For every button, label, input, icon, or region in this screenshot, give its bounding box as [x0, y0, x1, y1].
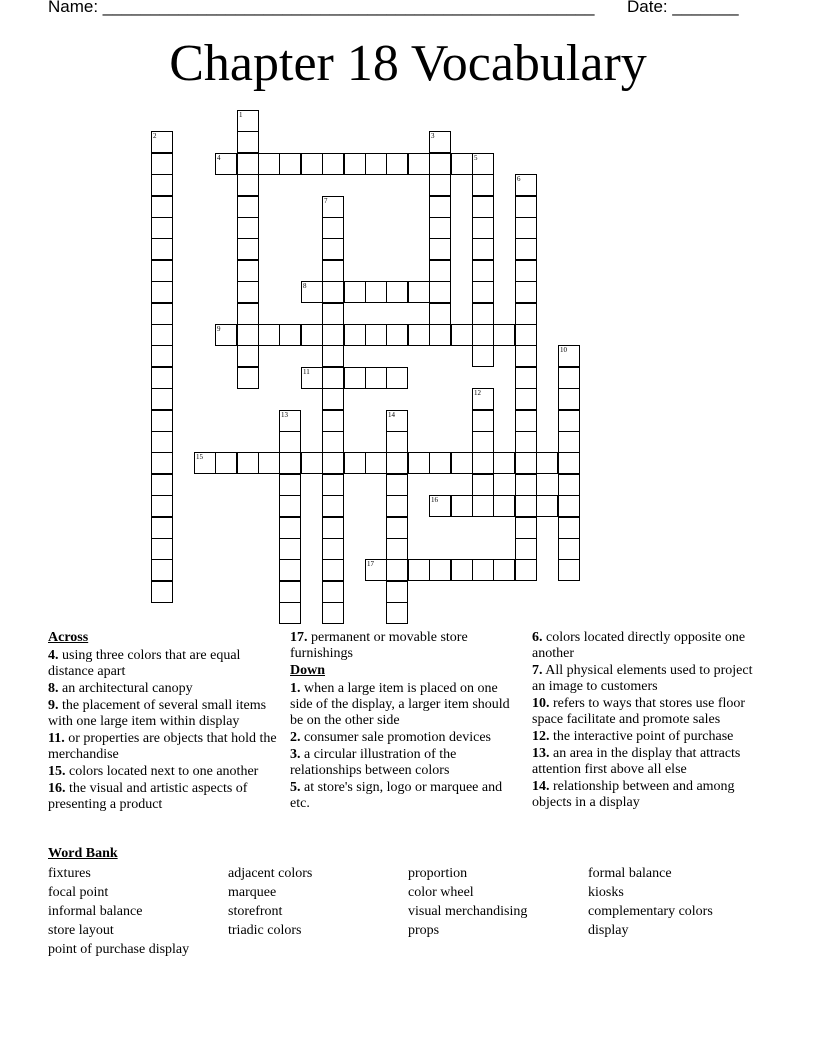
- crossword-cell[interactable]: [151, 131, 173, 153]
- crossword-cell[interactable]: [237, 303, 259, 325]
- clue-text: consumer sale promotion devices: [300, 730, 492, 745]
- clue-num: 4.: [48, 648, 59, 663]
- crossword-cell[interactable]: [151, 345, 173, 367]
- crossword-cell[interactable]: [472, 495, 494, 517]
- clue-item: [48, 731, 278, 763]
- crossword-cell[interactable]: [237, 131, 259, 153]
- clue-item: [48, 781, 278, 813]
- word-bank-item: display: [588, 923, 629, 938]
- crossword-cell[interactable]: [558, 367, 580, 389]
- crossword-cell[interactable]: [365, 559, 387, 581]
- crossword-cell[interactable]: [493, 324, 515, 346]
- clue-number: 13: [281, 411, 288, 419]
- crossword-cell[interactable]: [322, 324, 344, 346]
- clue-item: [290, 780, 518, 812]
- crossword-cell[interactable]: [429, 324, 451, 346]
- crossword-cell[interactable]: [472, 153, 494, 175]
- crossword-cell[interactable]: [429, 495, 451, 517]
- crossword-cell[interactable]: [237, 153, 259, 175]
- crossword-cell[interactable]: [322, 452, 344, 474]
- crossword-cell[interactable]: [515, 281, 537, 303]
- clue-number: 1: [239, 111, 243, 119]
- word-bank-item: storefront: [228, 904, 283, 919]
- crossword-cell[interactable]: [451, 559, 473, 581]
- clue-item: [48, 764, 278, 780]
- clue-text: the interactive point of purchase: [549, 729, 734, 744]
- crossword-cell[interactable]: [322, 217, 344, 239]
- crossword-cell[interactable]: [258, 153, 280, 175]
- crossword-cell[interactable]: [322, 281, 344, 303]
- crossword-cell[interactable]: [451, 495, 473, 517]
- crossword-cell[interactable]: [279, 410, 301, 432]
- clue-text: at store's sign, logo or marquee and etc.: [290, 780, 503, 811]
- crossword-cell[interactable]: [386, 153, 408, 175]
- crossword-cell[interactable]: [515, 495, 537, 517]
- clue-text: or properties are objects that hold the merchandise: [48, 731, 277, 762]
- crossword-cell[interactable]: [515, 303, 537, 325]
- word-bank-item: informal balance: [48, 904, 143, 919]
- crossword-cell[interactable]: [472, 410, 494, 432]
- crossword-cell[interactable]: [322, 388, 344, 410]
- crossword-cell[interactable]: [151, 324, 173, 346]
- crossword-cell[interactable]: [386, 431, 408, 453]
- clue-text: colors located directly opposite one another: [532, 630, 746, 661]
- crossword-cell[interactable]: [151, 174, 173, 196]
- crossword-cell[interactable]: [451, 153, 473, 175]
- crossword-cell[interactable]: [279, 452, 301, 474]
- crossword-cell[interactable]: [493, 559, 515, 581]
- crossword-cell[interactable]: [279, 153, 301, 175]
- crossword-cell[interactable]: [194, 452, 216, 474]
- clue-number: 16: [431, 496, 438, 504]
- clue-num: 6.: [532, 630, 543, 645]
- crossword-cell[interactable]: [429, 452, 451, 474]
- clue-item: [290, 630, 518, 662]
- crossword-cell[interactable]: [279, 581, 301, 603]
- crossword-cell[interactable]: [322, 474, 344, 496]
- clue-number: 17: [367, 560, 374, 568]
- crossword-cell[interactable]: [365, 452, 387, 474]
- clue-number: 2: [153, 132, 157, 140]
- clue-item: [290, 747, 518, 779]
- crossword-cell[interactable]: [536, 452, 558, 474]
- down-heading: Down: [290, 663, 326, 678]
- crossword-cell[interactable]: [408, 324, 430, 346]
- crossword-cell[interactable]: [429, 303, 451, 325]
- clue-number: 10: [560, 346, 567, 354]
- crossword-cell[interactable]: [151, 238, 173, 260]
- crossword-cell[interactable]: [558, 517, 580, 539]
- clue-num: 2.: [290, 730, 301, 745]
- crossword-cell[interactable]: [493, 495, 515, 517]
- crossword-cell[interactable]: [151, 517, 173, 539]
- crossword-cell[interactable]: [322, 559, 344, 581]
- crossword-cell[interactable]: [451, 452, 473, 474]
- crossword-cell[interactable]: [279, 474, 301, 496]
- crossword-cell[interactable]: [322, 517, 344, 539]
- crossword-cell[interactable]: [151, 410, 173, 432]
- crossword-cell[interactable]: [237, 238, 259, 260]
- crossword-cell[interactable]: [386, 324, 408, 346]
- crossword-cell[interactable]: [237, 452, 259, 474]
- clue-num: 15.: [48, 764, 66, 779]
- crossword-cell[interactable]: [429, 174, 451, 196]
- crossword-cell[interactable]: [472, 174, 494, 196]
- clue-item: [532, 696, 762, 728]
- clue-num: 10.: [532, 696, 550, 711]
- clue-num: 11.: [48, 731, 65, 746]
- clue-num: 3.: [290, 747, 301, 762]
- crossword-cell[interactable]: [429, 260, 451, 282]
- clue-item: [48, 681, 278, 697]
- crossword-cell[interactable]: [429, 238, 451, 260]
- crossword-cell[interactable]: [408, 281, 430, 303]
- clue-item: [48, 648, 278, 680]
- crossword-cell[interactable]: [151, 581, 173, 603]
- clue-item: [532, 746, 762, 778]
- crossword-cell[interactable]: [322, 303, 344, 325]
- clue-text: refers to ways that stores use floor space facilitate and promote sales: [532, 696, 746, 727]
- crossword-cell[interactable]: [322, 367, 344, 389]
- crossword-cell[interactable]: [472, 474, 494, 496]
- crossword-cell[interactable]: [322, 538, 344, 560]
- clues-column-1: [48, 630, 278, 814]
- crossword-cell[interactable]: [279, 517, 301, 539]
- clue-num: 8.: [48, 681, 59, 696]
- clue-num: 7.: [532, 663, 543, 678]
- crossword-cell[interactable]: [472, 452, 494, 474]
- crossword-cell[interactable]: [536, 495, 558, 517]
- clue-text: the placement of several small items with one large item within display: [48, 698, 267, 729]
- crossword-cell[interactable]: [515, 238, 537, 260]
- crossword-cell[interactable]: [322, 196, 344, 218]
- clue-number: 15: [196, 453, 203, 461]
- word-bank-heading: Word Bank: [48, 846, 118, 861]
- crossword-cell[interactable]: [322, 260, 344, 282]
- crossword-cell[interactable]: [215, 153, 237, 175]
- crossword-cell[interactable]: [386, 581, 408, 603]
- clue-text: using three colors that are equal distance apart: [48, 648, 241, 679]
- word-bank-item: adjacent colors: [228, 866, 313, 881]
- crossword-cell[interactable]: [322, 581, 344, 603]
- clue-num: 16.: [48, 781, 66, 796]
- word-bank-item: fixtures: [48, 866, 91, 881]
- crossword-cell[interactable]: [386, 452, 408, 474]
- clue-text: an area in the display that attracts attention first above all else: [532, 746, 741, 777]
- crossword-cell[interactable]: [515, 174, 537, 196]
- crossword-cell[interactable]: [558, 474, 580, 496]
- clue-number: 8: [303, 282, 307, 290]
- crossword-cell[interactable]: [386, 281, 408, 303]
- crossword-cell[interactable]: [386, 517, 408, 539]
- crossword-cell[interactable]: [558, 410, 580, 432]
- crossword-cell[interactable]: [472, 238, 494, 260]
- crossword-cell[interactable]: [301, 281, 323, 303]
- crossword-cell[interactable]: [215, 452, 237, 474]
- crossword-cell[interactable]: [365, 367, 387, 389]
- word-bank-item: color wheel: [408, 885, 474, 900]
- crossword-cell[interactable]: [151, 367, 173, 389]
- crossword-cell[interactable]: [515, 410, 537, 432]
- crossword-cell[interactable]: [279, 495, 301, 517]
- clue-num: 14.: [532, 779, 550, 794]
- clue-item: [532, 663, 762, 695]
- crossword-cell[interactable]: [558, 495, 580, 517]
- clue-text: an architectural canopy: [58, 681, 193, 696]
- clue-item: [532, 630, 762, 662]
- crossword-cell[interactable]: [515, 452, 537, 474]
- clue-number: 7: [324, 197, 328, 205]
- clue-number: 5: [474, 154, 478, 162]
- crossword-cell[interactable]: [237, 324, 259, 346]
- crossword-cell[interactable]: [515, 367, 537, 389]
- crossword-cell[interactable]: [472, 196, 494, 218]
- clue-item: [48, 698, 278, 730]
- clue-number: 9: [217, 325, 221, 333]
- crossword-cell[interactable]: [151, 217, 173, 239]
- crossword-cell[interactable]: [151, 538, 173, 560]
- clue-item: [532, 729, 762, 745]
- crossword-cell[interactable]: [472, 303, 494, 325]
- crossword-cell[interactable]: [558, 431, 580, 453]
- crossword-cell[interactable]: [301, 452, 323, 474]
- crossword-cell[interactable]: [237, 110, 259, 132]
- clue-item: [290, 730, 518, 746]
- date-field[interactable]: Date: _______: [627, 0, 739, 16]
- crossword-cell[interactable]: [472, 217, 494, 239]
- crossword-cell[interactable]: [258, 452, 280, 474]
- crossword-cell[interactable]: [151, 281, 173, 303]
- word-bank-item: complementary colors: [588, 904, 713, 919]
- crossword-cell[interactable]: [279, 538, 301, 560]
- crossword-cell[interactable]: [279, 324, 301, 346]
- clue-text: All physical elements used to project an image to customers: [532, 663, 753, 694]
- crossword-cell[interactable]: [386, 559, 408, 581]
- crossword-cell[interactable]: [237, 260, 259, 282]
- clues-column-3: [532, 630, 762, 812]
- clues-column-2: [290, 630, 518, 813]
- crossword-cell[interactable]: [386, 602, 408, 624]
- clue-item: [290, 681, 518, 729]
- crossword-cell[interactable]: [322, 238, 344, 260]
- crossword-cell[interactable]: [258, 324, 280, 346]
- crossword-cell[interactable]: [515, 474, 537, 496]
- crossword-cell[interactable]: [279, 431, 301, 453]
- crossword-cell[interactable]: [472, 388, 494, 410]
- crossword-cell[interactable]: [386, 410, 408, 432]
- crossword-cell[interactable]: [365, 324, 387, 346]
- crossword-cell[interactable]: [472, 431, 494, 453]
- crossword-cell[interactable]: [515, 538, 537, 560]
- crossword-cell[interactable]: [215, 324, 237, 346]
- crossword-cell[interactable]: [151, 559, 173, 581]
- crossword-cell[interactable]: [515, 517, 537, 539]
- across-heading: Across: [48, 630, 89, 645]
- crossword-cell[interactable]: [386, 495, 408, 517]
- crossword-cell[interactable]: [472, 559, 494, 581]
- clue-text: permanent or movable store furnishings: [290, 630, 468, 661]
- crossword-cell[interactable]: [365, 281, 387, 303]
- crossword-cell[interactable]: [408, 452, 430, 474]
- clue-text: relationship between and among objects in a display: [532, 779, 735, 810]
- crossword-cell[interactable]: [429, 559, 451, 581]
- word-bank-item: point of purchase display: [48, 942, 190, 957]
- crossword-cell[interactable]: [493, 452, 515, 474]
- word-bank-item: formal balance: [588, 866, 672, 881]
- crossword-cell[interactable]: [386, 474, 408, 496]
- crossword-cell[interactable]: [237, 217, 259, 239]
- clue-num: 1.: [290, 681, 301, 696]
- crossword-cell[interactable]: [322, 410, 344, 432]
- crossword-cell[interactable]: [344, 153, 366, 175]
- crossword-cell[interactable]: [279, 559, 301, 581]
- crossword-cell[interactable]: [515, 431, 537, 453]
- crossword-cell[interactable]: [151, 153, 173, 175]
- crossword-cell[interactable]: [515, 196, 537, 218]
- crossword-cell[interactable]: [344, 324, 366, 346]
- crossword-cell[interactable]: [322, 153, 344, 175]
- crossword-cell[interactable]: [237, 281, 259, 303]
- word-bank-item: focal point: [48, 885, 109, 900]
- crossword-cell[interactable]: [365, 153, 387, 175]
- crossword-cell[interactable]: [237, 196, 259, 218]
- clue-number: 11: [303, 368, 310, 376]
- crossword-cell[interactable]: [237, 367, 259, 389]
- crossword-cell[interactable]: [472, 260, 494, 282]
- crossword-cell[interactable]: [386, 367, 408, 389]
- crossword-cell[interactable]: [472, 345, 494, 367]
- clue-text: a circular illustration of the relationships between colors: [290, 747, 457, 778]
- crossword-cell[interactable]: [151, 196, 173, 218]
- crossword-cell[interactable]: [301, 153, 323, 175]
- crossword-cell[interactable]: [301, 367, 323, 389]
- name-field[interactable]: Name: ____________________________________________________: [48, 0, 595, 16]
- crossword-cell[interactable]: [472, 281, 494, 303]
- crossword-cell[interactable]: [344, 281, 366, 303]
- crossword-cell[interactable]: [429, 217, 451, 239]
- crossword-cell[interactable]: [558, 538, 580, 560]
- crossword-cell[interactable]: [237, 174, 259, 196]
- crossword-cell[interactable]: [322, 495, 344, 517]
- clue-num: 5.: [290, 780, 301, 795]
- crossword-cell[interactable]: [558, 559, 580, 581]
- crossword-cell[interactable]: [515, 217, 537, 239]
- crossword-cell[interactable]: [151, 452, 173, 474]
- crossword-cell[interactable]: [322, 431, 344, 453]
- crossword-cell[interactable]: [429, 196, 451, 218]
- crossword-cell[interactable]: [151, 303, 173, 325]
- crossword-cell[interactable]: [408, 153, 430, 175]
- clue-num: 17.: [290, 630, 308, 645]
- crossword-cell[interactable]: [237, 345, 259, 367]
- crossword-cell[interactable]: [429, 281, 451, 303]
- crossword-cell[interactable]: [322, 602, 344, 624]
- word-bank-item: proportion: [408, 866, 468, 881]
- word-bank-item: visual merchandising: [408, 904, 528, 919]
- crossword-cell[interactable]: [151, 495, 173, 517]
- crossword-cell[interactable]: [151, 474, 173, 496]
- crossword-cell[interactable]: [558, 452, 580, 474]
- crossword-cell[interactable]: [472, 324, 494, 346]
- crossword-cell[interactable]: [151, 388, 173, 410]
- page-title: Chapter 18 Vocabulary: [169, 35, 647, 92]
- crossword-cell[interactable]: [279, 602, 301, 624]
- crossword-cell[interactable]: [515, 345, 537, 367]
- clue-text: when a large item is placed on one side of the display, a larger item should be on the other side: [290, 681, 510, 728]
- crossword-cell[interactable]: [515, 388, 537, 410]
- clue-text: colors located next to one another: [65, 764, 259, 779]
- crossword-cell[interactable]: [408, 559, 430, 581]
- clue-num: 9.: [48, 698, 59, 713]
- clue-text: the visual and artistic aspects of presenting a product: [48, 781, 248, 812]
- crossword-cell[interactable]: [429, 153, 451, 175]
- crossword-cell[interactable]: [515, 559, 537, 581]
- crossword-cell[interactable]: [515, 324, 537, 346]
- crossword-cell[interactable]: [429, 131, 451, 153]
- clue-number: 6: [517, 175, 521, 183]
- crossword-cell[interactable]: [558, 388, 580, 410]
- word-bank-item: props: [408, 923, 440, 938]
- crossword-cell[interactable]: [515, 260, 537, 282]
- clue-number: 14: [388, 411, 395, 419]
- crossword-cell[interactable]: [301, 324, 323, 346]
- word-bank: [48, 846, 768, 959]
- crossword-cell[interactable]: [386, 538, 408, 560]
- clue-number: 3: [431, 132, 435, 140]
- word-bank-item: triadic colors: [228, 923, 302, 938]
- crossword-cell[interactable]: [558, 345, 580, 367]
- word-bank-item: store layout: [48, 923, 114, 938]
- crossword-cell[interactable]: [451, 324, 473, 346]
- crossword-cell[interactable]: [151, 260, 173, 282]
- crossword-cell[interactable]: [322, 345, 344, 367]
- clue-num: 13.: [532, 746, 550, 761]
- clue-number: 12: [474, 389, 481, 397]
- word-bank-item: kiosks: [588, 885, 624, 900]
- clue-num: 12.: [532, 729, 550, 744]
- crossword-cell[interactable]: [344, 452, 366, 474]
- word-bank-item: marquee: [228, 885, 277, 900]
- clue-item: [532, 779, 762, 811]
- crossword-cell[interactable]: [344, 367, 366, 389]
- crossword-cell[interactable]: [151, 431, 173, 453]
- clue-number: 4: [217, 154, 221, 162]
